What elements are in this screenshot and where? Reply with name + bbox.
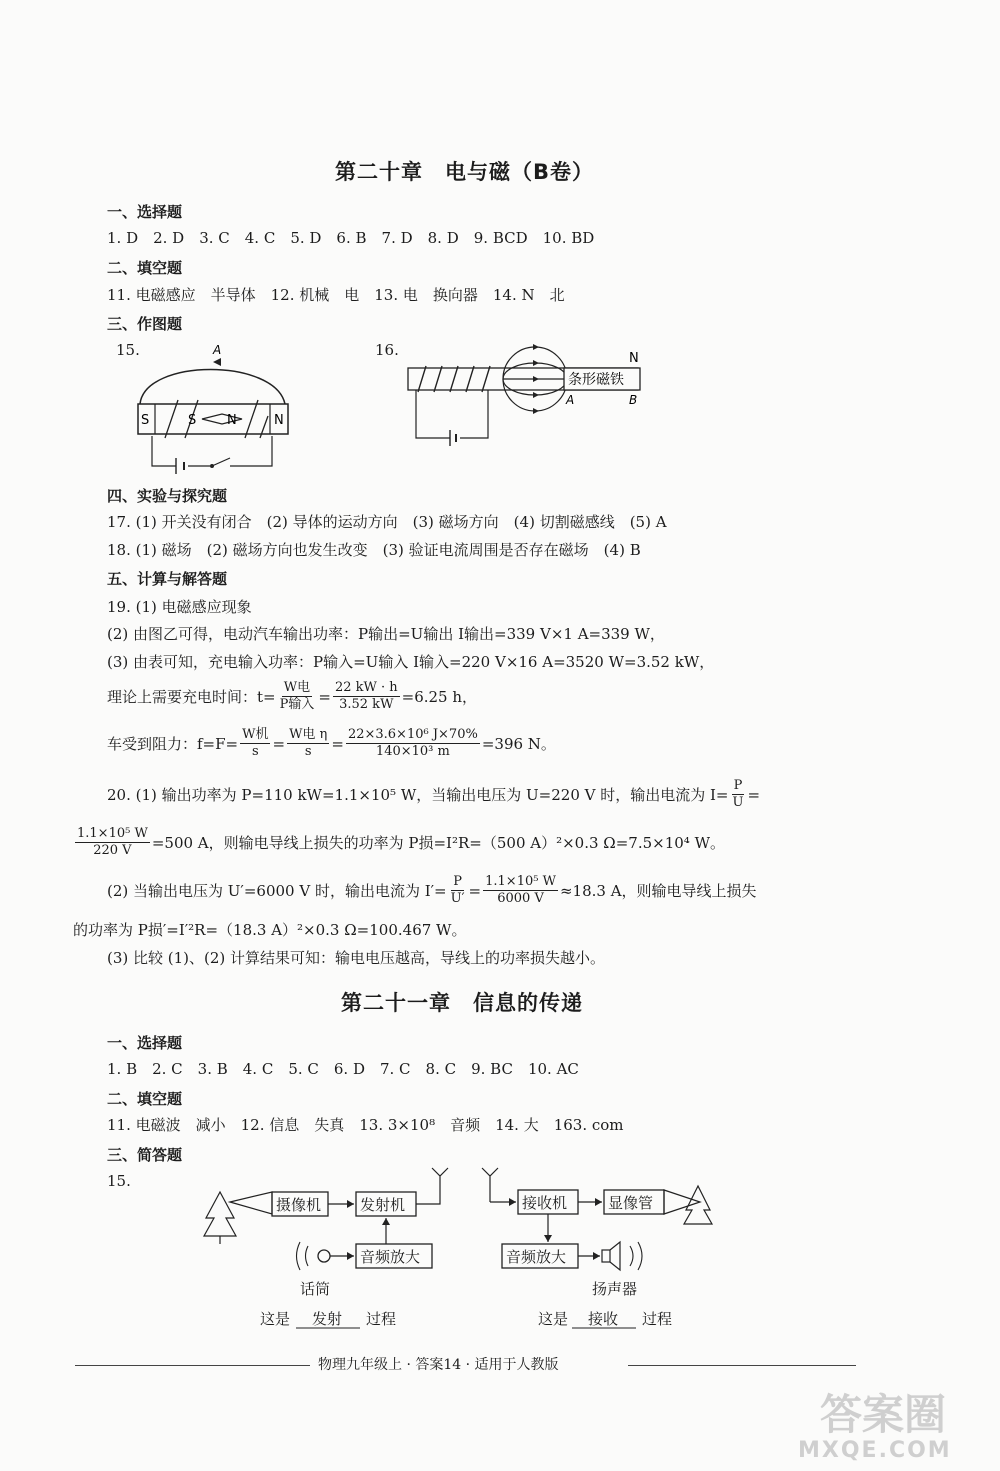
q15-21-label: 15.: [107, 1172, 131, 1190]
fig15-n-needle: N: [227, 413, 237, 428]
answer-18: 18. (1) 磁场 (2) 磁场方向也发生改变 (3) 验证电流周围是否存在磁场 (4) B: [107, 541, 641, 559]
answer-19-1: 19. (1) 电磁感应现象: [107, 598, 252, 616]
q16-label: 16.: [375, 341, 399, 359]
q15-label: 15.: [116, 341, 140, 359]
fig16-a: A: [566, 393, 575, 407]
caption-tx-b: 发射: [312, 1310, 343, 1328]
chapter-21-title: 第二十一章 信息的传递: [341, 991, 583, 1015]
answer-19-2: (2) 由图乙可得，电动汽车输出功率：P输出=U输出 I输出=339 V×1 A=339 W，: [107, 625, 665, 643]
watermark-logo: 答案圈: [820, 1390, 947, 1439]
camera-label: 摄像机: [276, 1196, 322, 1214]
receiver-label: 接收机: [522, 1194, 568, 1212]
answer-20-4: 的功率为 P损′=I′²R=（18.3 A）²×0.3 Ω=100.467 W。: [73, 921, 467, 939]
display-label: 显像管: [608, 1194, 654, 1212]
answer-19-4: 理论上需要充电时间：t= $\frac{\text{W电}}{\text{P输入}}$ = $\frac{22 kW \cdot h}{3.52 kW}$ =6.25 h，: [107, 680, 478, 712]
section-choice-21: 一、选择题: [107, 1034, 183, 1052]
answer-20-5: (3) 比较 (1)、(2) 计算结果可知：输电电压越高，导线上的功率损失越小。: [107, 949, 606, 967]
watermark-url: MXQE.COM: [798, 1438, 952, 1463]
answer-19-5: 车受到阻力：f=F= $\frac{\text{W机}}{s}$ = $\frac{\text{W电 η}}{s}$ = $\frac{\text{22×3.6×10⁶ J×70\%}}{\text{140×10³ m}}$ =396 N。: [107, 727, 556, 759]
footer-rule-right: [628, 1365, 856, 1366]
fig15-s-left: S: [141, 413, 150, 428]
fig15-s-needle: S: [188, 413, 197, 428]
fig16-n: N: [629, 351, 639, 366]
audio-amp-tx-label: 音频放大: [360, 1248, 421, 1266]
caption-tx-c: 过程: [366, 1310, 397, 1328]
section-experiment: 四、实验与探究题: [107, 487, 228, 505]
answer-20-1: 20. (1) 输出功率为 P=110 kW=1.1×10⁵ W，当输出电压为 U=220 V 时，输出电流为 I= $\frac{P}{U}$ =: [107, 778, 761, 810]
audio-amp-rx-label: 音频放大: [506, 1248, 567, 1266]
answers-fill: 11. 电磁感应 半导体 12. 机械 电 13. 电 换向器 14. N 北: [107, 286, 565, 304]
section-drawing: 三、作图题: [107, 315, 183, 333]
section-short-answer: 三、简答题: [107, 1146, 183, 1164]
figure-electromagnet: [110, 338, 310, 478]
footer-text: 物理九年级上 · 答案14 · 适用于人教版: [318, 1357, 559, 1373]
section-calc: 五、计算与解答题: [107, 570, 228, 588]
answers-choice-21: 1. B 2. C 3. B 4. C 5. C 6. D 7. C 8. C 9. BC 10. AC: [107, 1060, 579, 1078]
answers-choice: 1. D 2. D 3. C 4. C 5. D 6. B 7. D 8. D 9. BCD 10. BD: [107, 229, 595, 247]
transmitter-label: 发射机: [360, 1196, 406, 1214]
answers-fill-21: 11. 电磁波 减小 12. 信息 失真 13. 3×10⁸ 音频 14. 大 163. com: [107, 1116, 624, 1134]
answer-17: 17. (1) 开关没有闭合 (2) 导体的运动方向 (3) 磁场方向 (4) 切割磁感线 (5) A: [107, 513, 667, 531]
footer-rule-left: [75, 1365, 310, 1366]
chapter-20-title: 第二十章 电与磁（B卷）: [335, 160, 595, 184]
caption-rx-c: 过程: [642, 1310, 673, 1328]
section-fill: 二、填空题: [107, 259, 183, 277]
caption-rx-b: 接收: [588, 1310, 619, 1328]
figure-bar-magnet: [400, 338, 660, 450]
caption-tx-a: 这是: [260, 1310, 291, 1328]
fig15-n-right: N: [274, 413, 284, 428]
caption-rx-a: 这是: [538, 1310, 569, 1328]
speaker-label: 扬声器: [592, 1280, 638, 1298]
section-fill-21: 二、填空题: [107, 1090, 183, 1108]
answer-19-3: (3) 由表可知，充电输入功率：P输入=U输入 I输入=220 V×16 A=3520 W=3.52 kW，: [107, 653, 715, 671]
answer-20-2: $\frac{\text{1.1×10⁵ W}}{220 V}$ =500 A，则输电导线上损失的功率为 P损=I²R=（500 A）²×0.3 Ω=7.5×10⁴ W。: [77, 826, 726, 858]
fig15-label-a: A: [213, 343, 222, 357]
mic-label: 话筒: [300, 1280, 331, 1298]
fig16-magnet-label: 条形磁铁: [568, 372, 624, 388]
figure-transmission-diagram: [200, 1162, 720, 1342]
fig16-b: B: [629, 393, 638, 407]
section-choice: 一、选择题: [107, 203, 183, 221]
answer-20-3: (2) 当输出电压为 U′=6000 V 时，输出电流为 I′= $\frac{P}{U'}$ = $\frac{\text{1.1×10⁵ W}}{6000 V}$ ≈18.3 A，则输电导线上损失: [107, 874, 757, 906]
